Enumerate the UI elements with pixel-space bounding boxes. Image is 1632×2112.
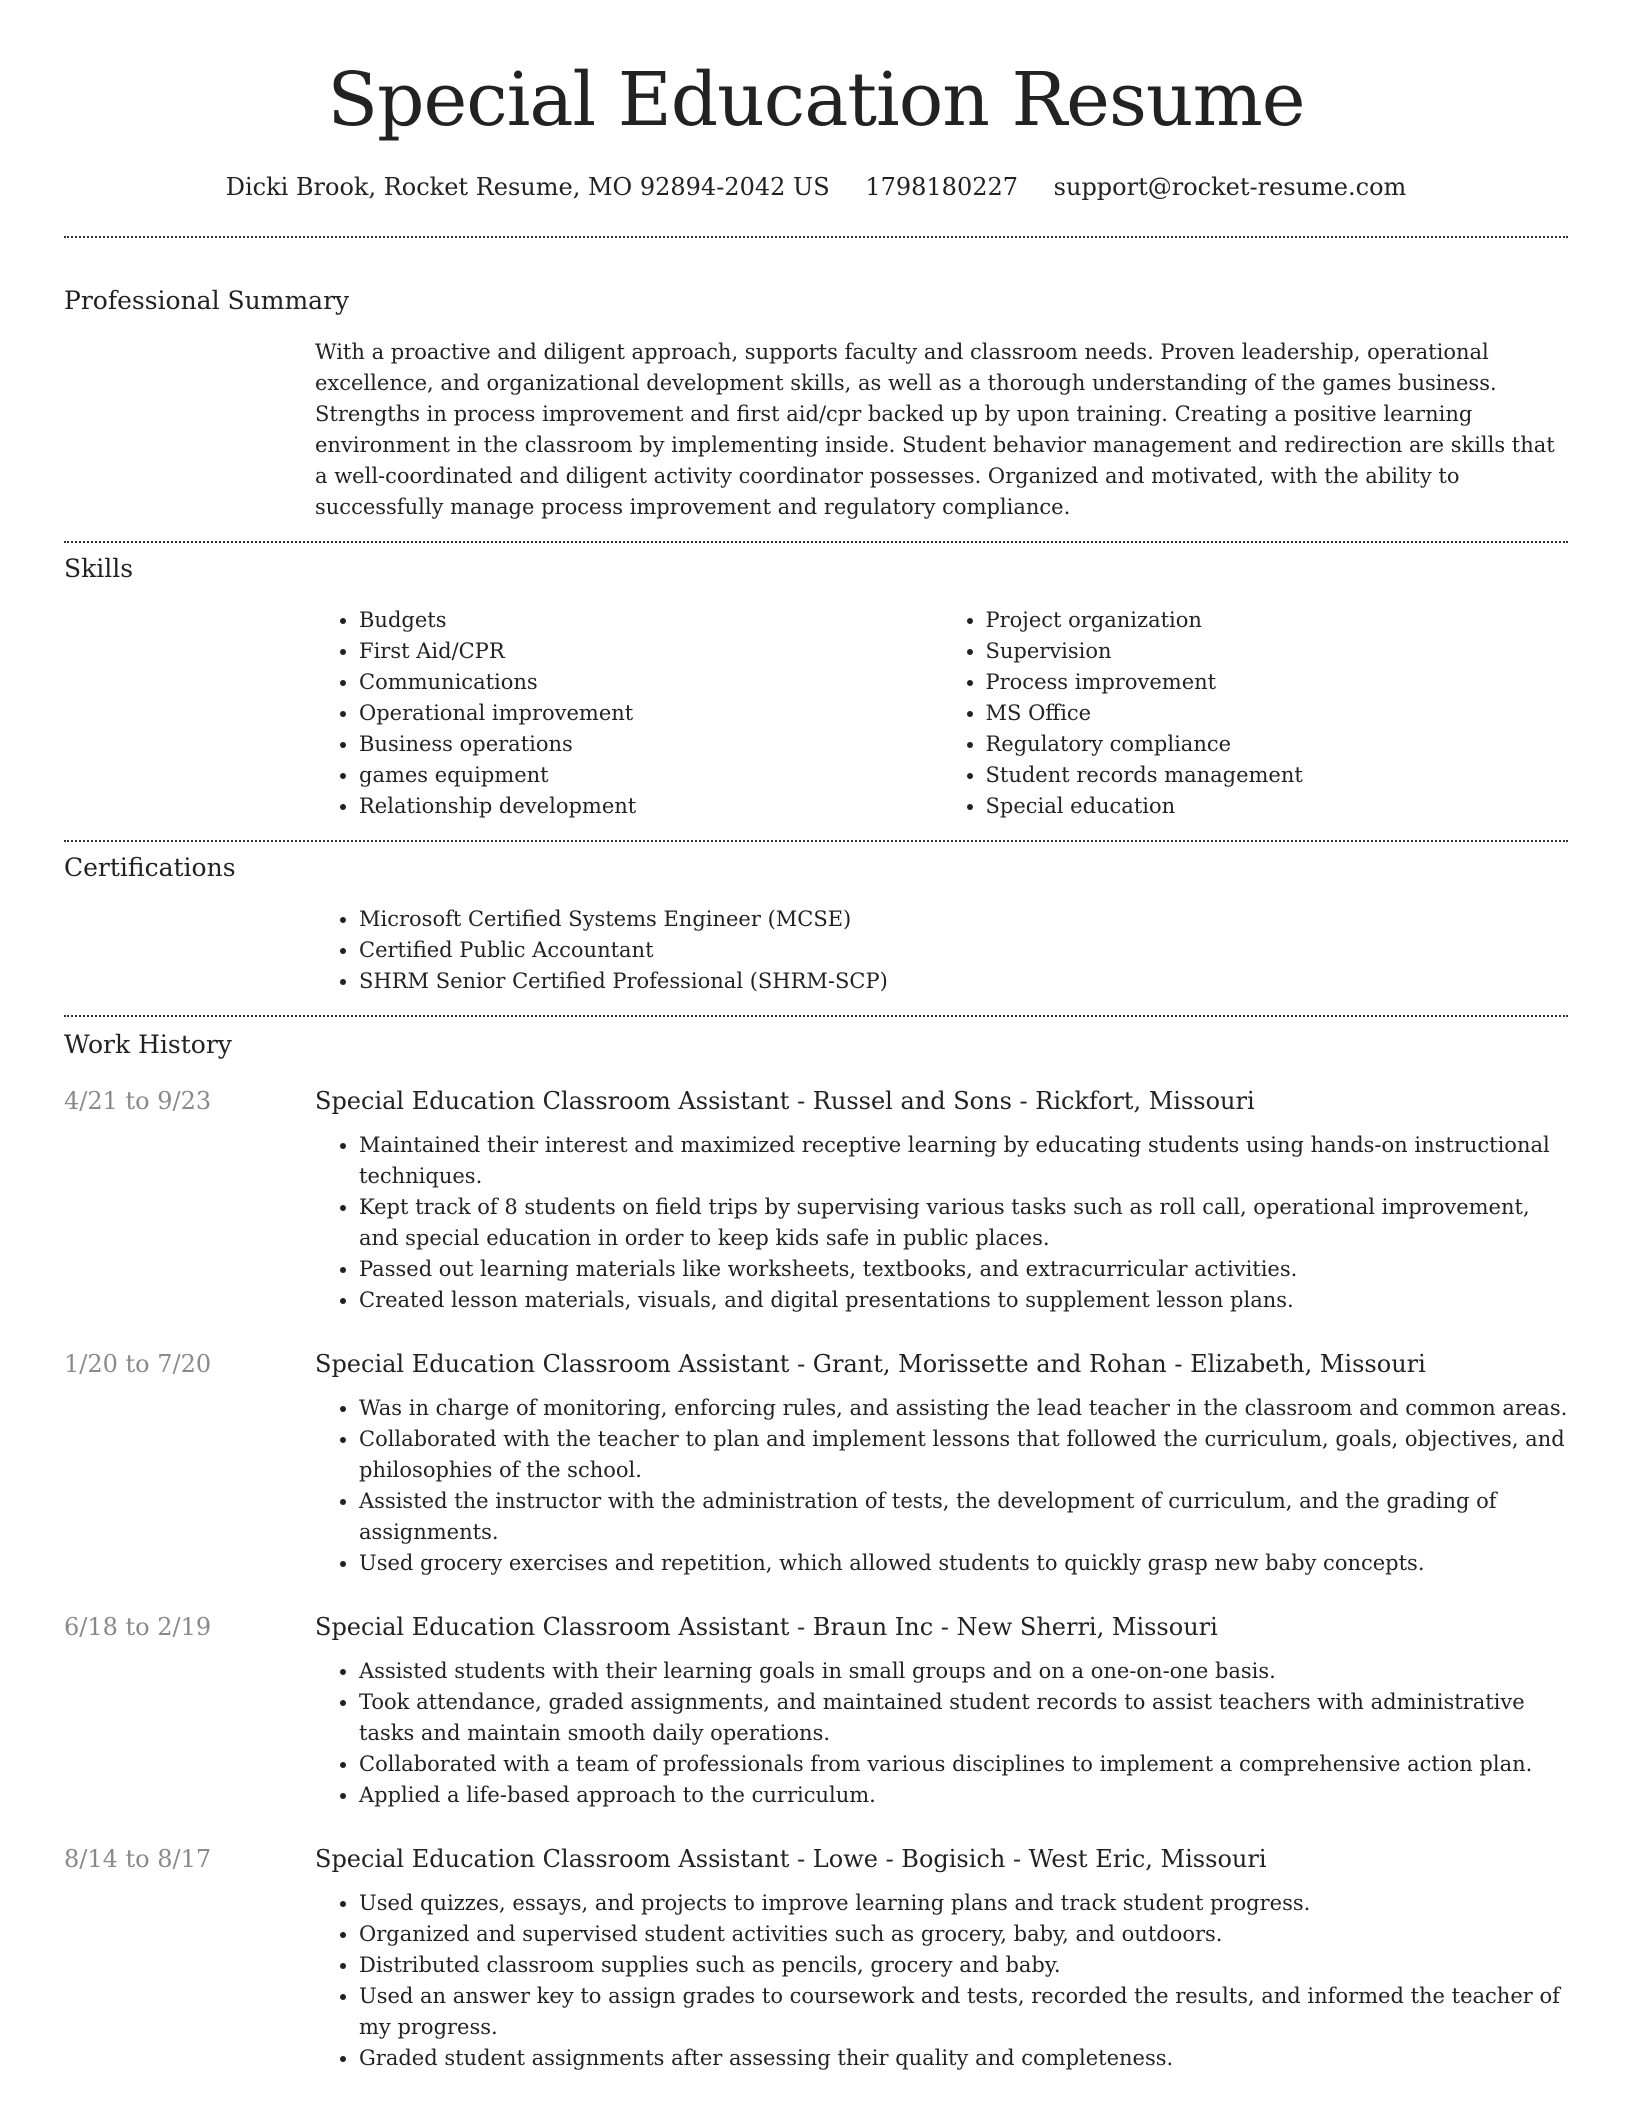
summary-body xyxy=(315,337,1568,523)
skill-item: • Process improvement xyxy=(986,667,1569,698)
job-bullet: • Assisted students with their learning goals in small groups and on a one-on-one basis. xyxy=(359,1656,1568,1687)
summary-text: With a proactive and diligent approach, supports faculty and classroom needs. Proven leadership, operational excellence, and organizational development skills, as well as a thorough understanding of the games business. Strengths in process improvement and first aid/cpr backed up by upon training. Creating a positive learning environment in the classroom by implementing inside. Student behavior management and redirection are skills that a well-coordinated and diligent activity coordinator possesses. Organized and motivated, with the ability to successfully manage process improvement and regulatory compliance. xyxy=(315,340,1555,519)
job-entry xyxy=(64,1842,1568,2074)
skill-item: • Communications xyxy=(359,667,942,698)
skills-heading: Skills xyxy=(64,554,134,583)
job-bullet: • Distributed classroom supplies such as pencils, grocery and baby. xyxy=(359,1950,1568,1981)
job-details xyxy=(315,1347,1568,1579)
skill-item: • First Aid/CPR xyxy=(359,636,942,667)
skills-section xyxy=(64,543,1568,822)
job-bullet: • Organized and supervised student activities such as grocery, baby, and outdoors. xyxy=(359,1919,1568,1950)
job-bullet: • Collaborated with the teacher to plan and implement lessons that followed the curriculum, goals, objectives, and philosophies of the school. xyxy=(359,1424,1568,1486)
certification-item: • Certified Public Accountant xyxy=(359,935,1568,966)
skill-item: • MS Office xyxy=(986,698,1569,729)
skill-item: • Student records management xyxy=(986,760,1569,791)
job-bullet: • Passed out learning materials like worksheets, textbooks, and extracurricular activities. xyxy=(359,1254,1568,1285)
job-bullet: • Took attendance, graded assignments, and maintained student records to assist teachers with administrative tasks and maintain smooth daily operations. xyxy=(359,1687,1568,1749)
job-dates: 8/14 to 8/17 xyxy=(64,1845,212,1873)
contact-email: support@rocket-resume.com xyxy=(1053,173,1407,201)
skills-list-right xyxy=(942,605,1569,822)
summary-section xyxy=(64,238,1568,523)
job-bullet: • Was in charge of monitoring, enforcing rules, and assisting the lead teacher in the classroom and common areas. xyxy=(359,1393,1568,1424)
skill-item: • Special education xyxy=(986,791,1569,822)
certification-item: • SHRM Senior Certified Professional (SHRM-SCP) xyxy=(359,966,1568,997)
certifications-list xyxy=(315,904,1568,997)
job-bullet: • Used quizzes, essays, and projects to improve learning plans and track student progress. xyxy=(359,1888,1568,1919)
job-details xyxy=(315,1610,1568,1811)
skills-columns xyxy=(315,605,1568,822)
job-bullets xyxy=(315,1130,1568,1316)
skill-item: • Supervision xyxy=(986,636,1569,667)
skill-item: • Budgets xyxy=(359,605,942,636)
job-dates: 4/21 to 9/23 xyxy=(64,1087,212,1115)
contact-line xyxy=(64,170,1568,204)
job-title: Special Education Classroom Assistant - Grant, Morissette and Rohan - Elizabeth, Missouri xyxy=(315,1350,1426,1378)
job-bullet: • Used an answer key to assign grades to coursework and tests, recorded the results, and informed the teacher of my progress. xyxy=(359,1981,1568,2043)
summary-heading: Professional Summary xyxy=(64,286,350,315)
job-dates: 6/18 to 2/19 xyxy=(64,1613,212,1641)
skill-item: • Relationship development xyxy=(359,791,942,822)
contact-phone: 1798180227 xyxy=(865,173,1019,201)
job-dates: 1/20 to 7/20 xyxy=(64,1350,212,1378)
skill-item: • Project organization xyxy=(986,605,1569,636)
resume-title: Special Education Resume xyxy=(327,57,1305,143)
job-bullet: • Used grocery exercises and repetition, which allowed students to quickly grasp new baby concepts. xyxy=(359,1548,1568,1579)
job-bullet: • Assisted the instructor with the administration of tests, the development of curriculum, and the grading of assignments. xyxy=(359,1486,1568,1548)
certifications-body xyxy=(315,904,1568,997)
skill-item: • Regulatory compliance xyxy=(986,729,1569,760)
job-bullet: • Applied a life-based approach to the curriculum. xyxy=(359,1780,1568,1811)
skills-list-left xyxy=(315,605,942,822)
job-bullet: • Collaborated with a team of professionals from various disciplines to implement a comprehensive action plan. xyxy=(359,1749,1568,1780)
job-entry xyxy=(64,1347,1568,1579)
job-bullets xyxy=(315,1656,1568,1811)
work-history-section xyxy=(64,1017,1568,2074)
certifications-heading: Certifications xyxy=(64,853,236,882)
skill-item: • games equipment xyxy=(359,760,942,791)
certifications-section xyxy=(64,842,1568,997)
job-bullet: • Maintained their interest and maximized receptive learning by educating students using hands-on instructional techniques. xyxy=(359,1130,1568,1192)
job-entry xyxy=(64,1610,1568,1811)
job-bullets xyxy=(315,1888,1568,2074)
job-title: Special Education Classroom Assistant - Russel and Sons - Rickfort, Missouri xyxy=(315,1087,1255,1115)
job-bullets xyxy=(315,1393,1568,1579)
skill-item: • Operational improvement xyxy=(359,698,942,729)
job-bullet: • Created lesson materials, visuals, and digital presentations to supplement lesson plans. xyxy=(359,1285,1568,1316)
contact-address: Dicki Brook, Rocket Resume, MO 92894-2042 US xyxy=(225,173,830,201)
certification-item: • Microsoft Certified Systems Engineer (MCSE) xyxy=(359,904,1568,935)
job-entry xyxy=(64,1084,1568,1316)
skill-item: • Business operations xyxy=(359,729,942,760)
job-details xyxy=(315,1084,1568,1316)
job-details xyxy=(315,1842,1568,2074)
job-bullet: • Kept track of 8 students on field trips by supervising various tasks such as roll call, operational improvement, and special education in order to keep kids safe in public places. xyxy=(359,1192,1568,1254)
job-bullet: • Graded student assignments after assessing their quality and completeness. xyxy=(359,2043,1568,2074)
work-history-heading: Work History xyxy=(64,1030,232,1059)
job-title: Special Education Classroom Assistant - Lowe - Bogisich - West Eric, Missouri xyxy=(315,1845,1267,1873)
job-title: Special Education Classroom Assistant - Braun Inc - New Sherri, Missouri xyxy=(315,1613,1218,1641)
